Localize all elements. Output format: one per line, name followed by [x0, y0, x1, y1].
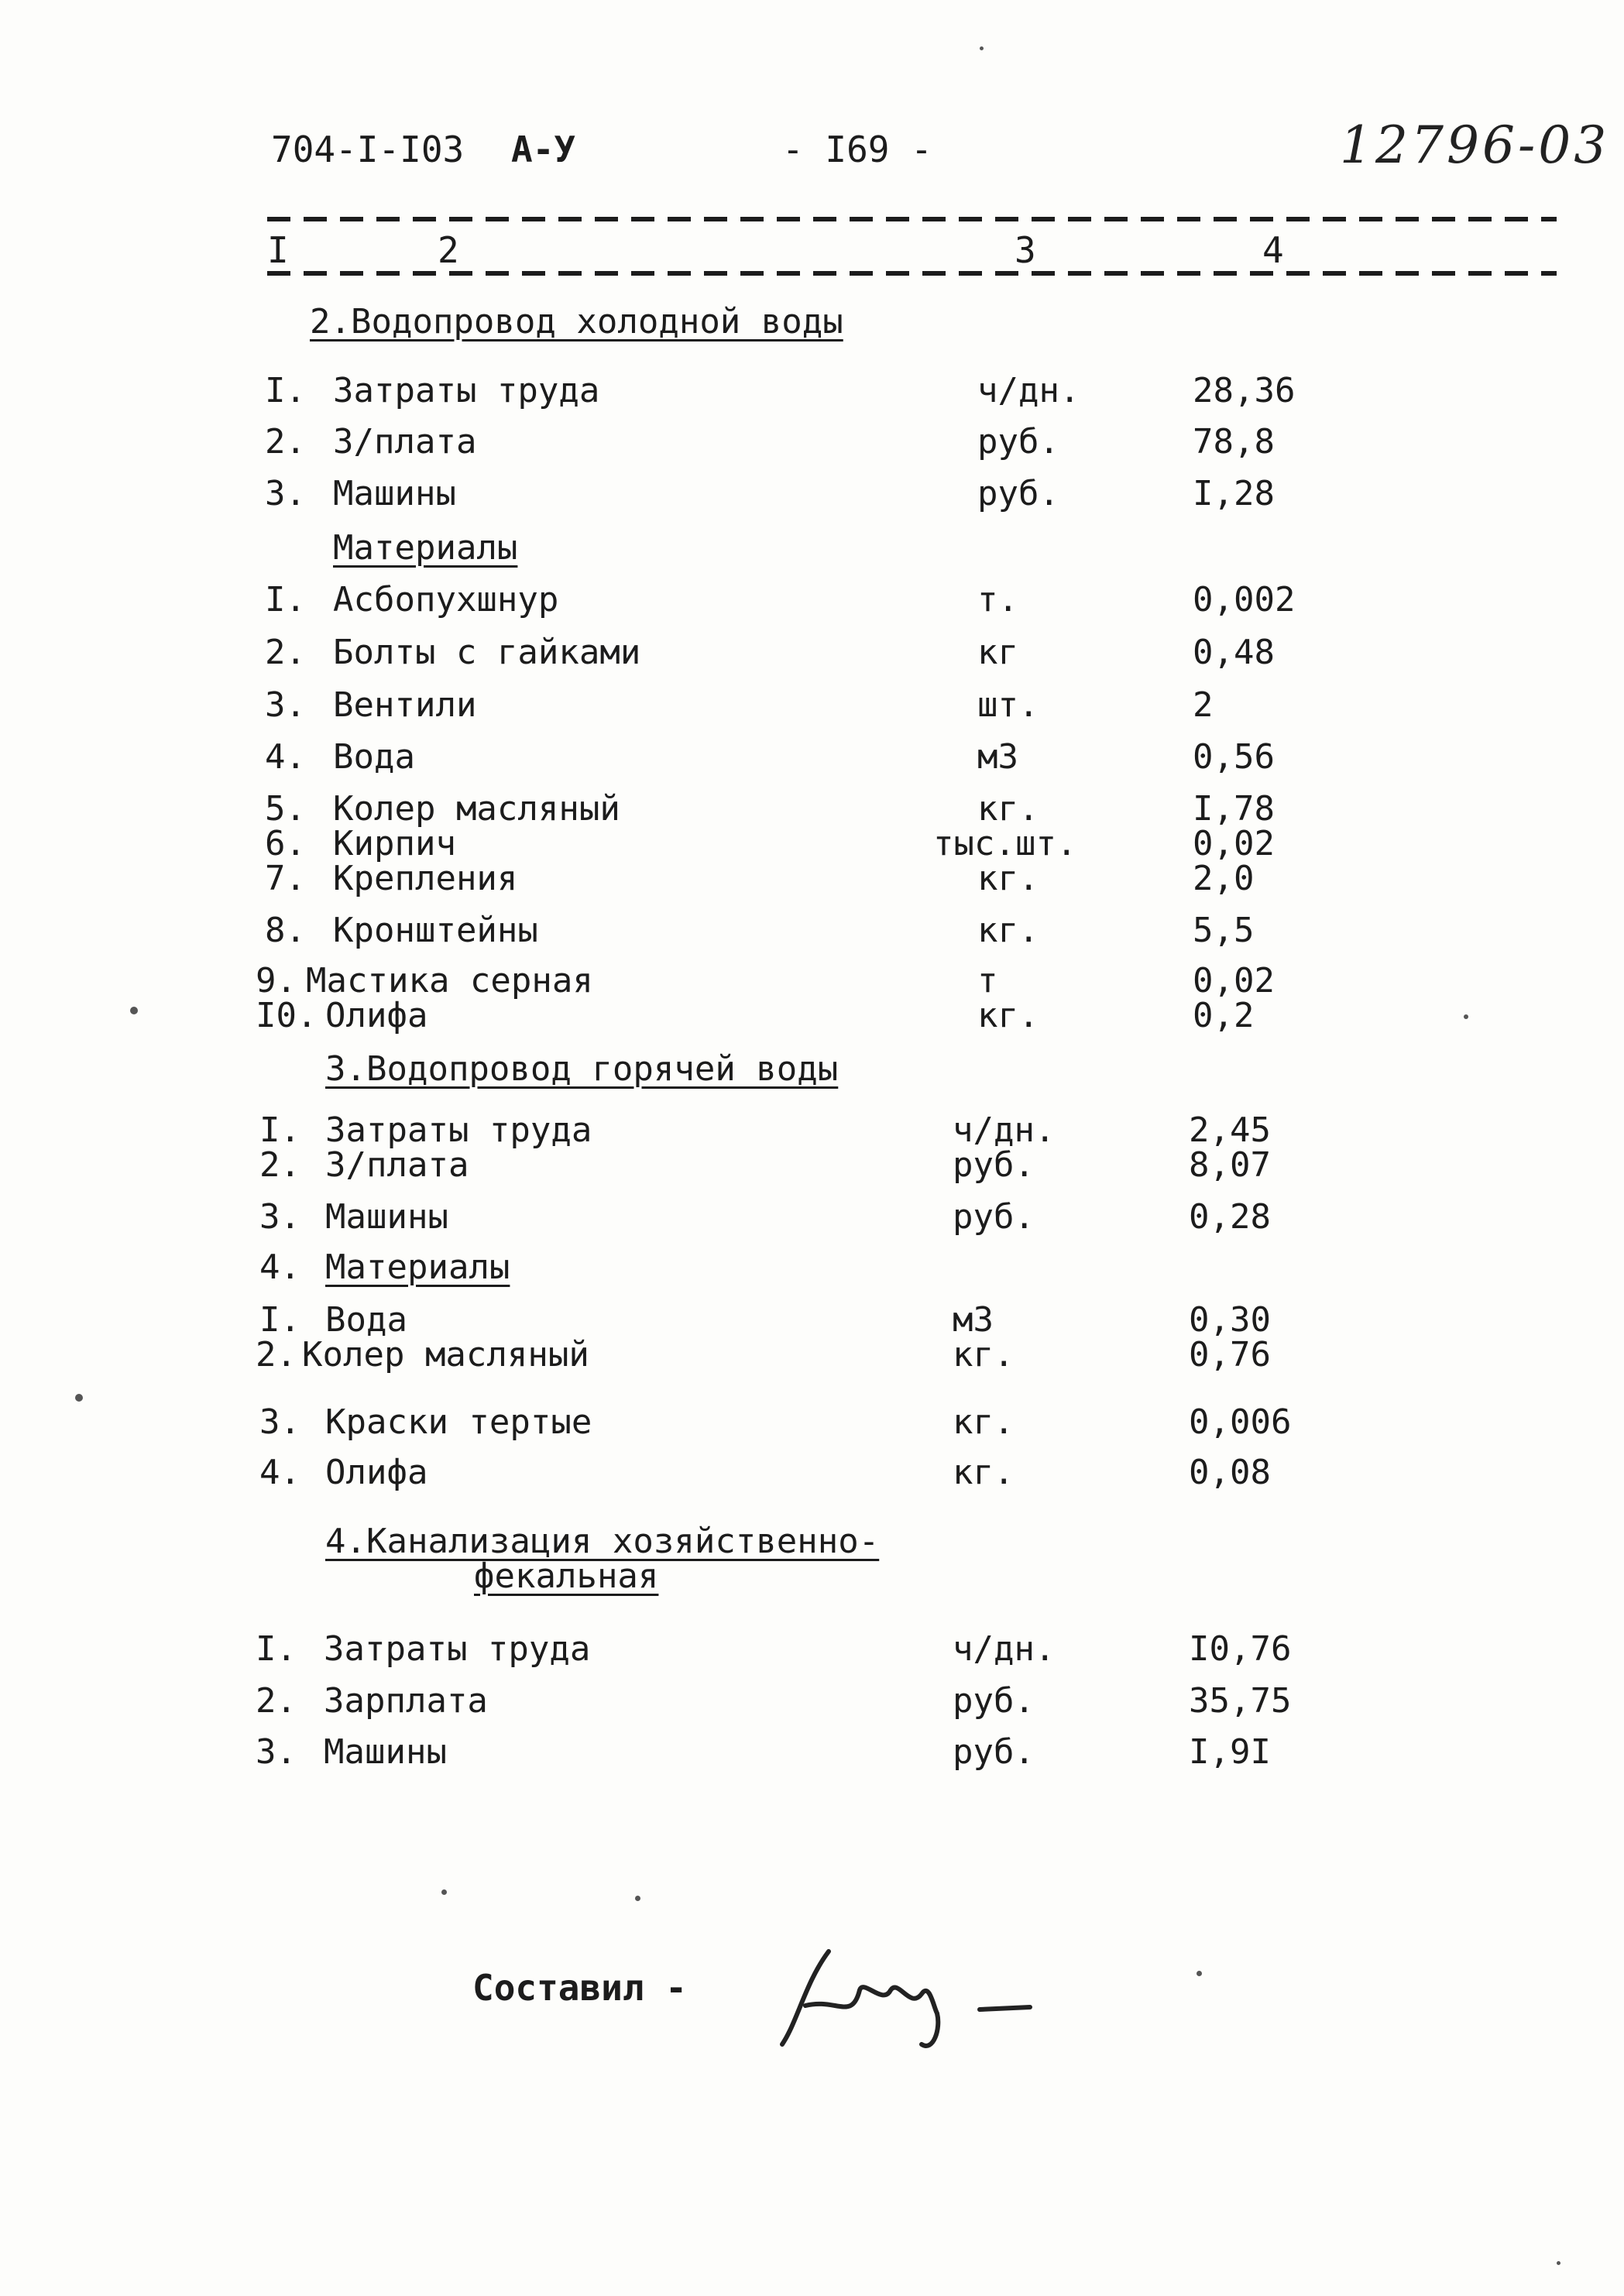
table-row — [0, 860, 1624, 898]
row-unit: шт. — [977, 685, 1039, 725]
row-number: 3. — [259, 1197, 300, 1237]
row-value: 0,002 — [1193, 580, 1296, 619]
row-number: I. — [265, 580, 306, 619]
row-number: I. — [256, 1629, 297, 1669]
scan-speck — [980, 46, 984, 50]
row-value: 0,56 — [1193, 737, 1275, 777]
row-name: Вода — [333, 737, 415, 777]
section-title-cold-water: 2.Водопровод холодной воды — [310, 302, 843, 341]
row-number: 8. — [265, 911, 306, 950]
row-value: 0,48 — [1193, 633, 1275, 672]
table-row — [0, 1682, 1624, 1721]
row-value: 0,02 — [1193, 961, 1275, 1000]
row-value: 2,45 — [1189, 1110, 1271, 1150]
table-row — [0, 1630, 1624, 1669]
table-row — [0, 686, 1624, 725]
table-row — [0, 738, 1624, 777]
row-number: I0. — [256, 996, 318, 1035]
row-name: Олифа — [325, 1453, 428, 1492]
section-title-sewerage-cont: фекальная — [474, 1556, 659, 1596]
table-row — [0, 1733, 1624, 1772]
page-number: - I69 - — [782, 129, 932, 170]
scan-speck — [130, 1007, 138, 1014]
row-unit: кг. — [977, 859, 1039, 898]
table-row — [0, 1301, 1624, 1340]
row-name: Колер масляный — [302, 1335, 589, 1375]
scan-speck — [441, 1889, 447, 1895]
row-unit: руб. — [977, 422, 1059, 462]
row-name: Затраты труда — [325, 1110, 592, 1150]
row-number: I. — [259, 1110, 300, 1150]
row-value: 0,30 — [1189, 1300, 1271, 1340]
table-row — [0, 962, 1624, 1000]
row-number: 2. — [265, 633, 306, 672]
column-number-1: I — [267, 229, 289, 271]
table-row — [0, 997, 1624, 1035]
row-name: З/плата — [333, 422, 477, 462]
row-number: 2. — [256, 1335, 297, 1375]
row-unit: тыс.шт. — [933, 824, 1077, 863]
table-row — [0, 911, 1624, 950]
row-unit: кг. — [977, 911, 1039, 950]
row-unit: кг. — [953, 1335, 1015, 1375]
scan-speck — [75, 1394, 83, 1402]
doc-series: А-У — [511, 129, 576, 170]
row-number: 7. — [265, 859, 306, 898]
row-unit: т — [977, 961, 998, 1000]
table-row — [0, 790, 1624, 829]
row-name: Вентили — [333, 685, 477, 725]
row-name: Машины — [325, 1197, 448, 1237]
row-name: Машины — [333, 474, 456, 513]
row-unit: руб. — [953, 1732, 1035, 1772]
row-value: 0,28 — [1189, 1197, 1271, 1237]
table-row — [0, 1403, 1624, 1442]
scan-speck — [1557, 2261, 1560, 2265]
row-name: Затраты труда — [324, 1629, 591, 1669]
row-unit: руб. — [953, 1681, 1035, 1721]
row-value: 0,76 — [1189, 1335, 1271, 1375]
scan-speck — [635, 1896, 640, 1901]
row-number: 3. — [265, 685, 306, 725]
table-row — [0, 581, 1624, 619]
row-value: 2,0 — [1193, 859, 1255, 898]
row-name: Олифа — [325, 996, 428, 1035]
header-rule-top — [267, 217, 1557, 221]
row-number: 2. — [256, 1681, 297, 1721]
row-value: 0,08 — [1189, 1453, 1271, 1492]
row-name: Вода — [325, 1300, 407, 1340]
row-value: 28,36 — [1193, 371, 1296, 410]
row-value: I,28 — [1193, 474, 1275, 513]
section-title-sewerage: 4.Канализация хозяйственно- — [325, 1522, 880, 1561]
table-row — [0, 372, 1624, 410]
row-number: I. — [259, 1300, 300, 1340]
row-unit: кг. — [977, 996, 1039, 1035]
table-row — [0, 1198, 1624, 1237]
row-number: 3. — [259, 1402, 300, 1442]
row-name: Кронштейны — [333, 911, 538, 950]
materials-title: Материалы — [333, 528, 518, 568]
row-unit: кг. — [977, 789, 1039, 829]
row-name: Затраты труда — [333, 371, 600, 410]
row-number: 3. — [265, 474, 306, 513]
table-row — [0, 825, 1624, 863]
table-row — [0, 475, 1624, 513]
row-unit: руб. — [953, 1145, 1035, 1185]
row-number: 2. — [259, 1145, 300, 1185]
row-value: 35,75 — [1189, 1681, 1292, 1721]
row-value: 2 — [1193, 685, 1214, 725]
table-row — [0, 1336, 1624, 1375]
column-number-4: 4 — [1262, 229, 1284, 271]
handwritten-signature — [774, 1936, 1053, 2060]
row-number: 4. — [259, 1453, 300, 1492]
row-name: Кирпич — [333, 824, 456, 863]
row-name: Болты с гайками — [333, 633, 641, 672]
row-value: I,78 — [1193, 789, 1275, 829]
row-value: I,9I — [1189, 1732, 1271, 1772]
row-unit: руб. — [953, 1197, 1035, 1237]
row-unit: кг. — [953, 1402, 1015, 1442]
materials-title: Материалы — [325, 1248, 510, 1287]
row-unit: ч/дн. — [953, 1110, 1056, 1150]
section-title-hot-water: 3.Водопровод горячей воды — [325, 1049, 839, 1089]
scan-speck — [1464, 1014, 1468, 1019]
archive-number: 12796-03 — [1340, 115, 1610, 175]
row-number: 5. — [265, 789, 306, 829]
row-value: 5,5 — [1193, 911, 1255, 950]
table-row — [0, 1111, 1624, 1150]
column-number-2: 2 — [438, 229, 459, 271]
column-number-3: 3 — [1015, 229, 1036, 271]
row-name: Колер масляный — [333, 789, 620, 829]
row-name: Мастика серная — [306, 961, 593, 1000]
row-number: 3. — [256, 1732, 297, 1772]
row-name: Краски тертые — [325, 1402, 592, 1442]
table-row — [0, 423, 1624, 462]
row-number: 6. — [265, 824, 306, 863]
row-value: 0,02 — [1193, 824, 1275, 863]
header-rule-bottom — [267, 271, 1557, 276]
row-value: 78,8 — [1193, 422, 1275, 462]
row-value: 0,2 — [1193, 996, 1255, 1035]
row-value: I0,76 — [1189, 1629, 1292, 1669]
row-unit: ч/дн. — [977, 371, 1080, 410]
doc-code: 704-I-I03 — [271, 129, 465, 170]
row-value: 8,07 — [1189, 1145, 1271, 1185]
row-value: 0,006 — [1189, 1402, 1292, 1442]
table-row — [0, 1146, 1624, 1185]
row-unit: м3 — [977, 737, 1018, 777]
row-name: З/плата — [325, 1145, 469, 1185]
row-name: Крепления — [333, 859, 518, 898]
row-number: 4. — [265, 737, 306, 777]
table-row — [0, 633, 1624, 672]
row-number: 9. — [256, 961, 297, 1000]
row-number: 4. — [259, 1248, 300, 1287]
table-row — [0, 1453, 1624, 1492]
row-unit: м3 — [953, 1300, 994, 1340]
row-unit: ч/дн. — [953, 1629, 1056, 1669]
row-unit: т. — [977, 580, 1018, 619]
row-number: 2. — [265, 422, 306, 462]
row-name: Асбопухшнур — [333, 580, 559, 619]
row-name: Машины — [324, 1732, 447, 1772]
row-unit: кг — [977, 633, 1018, 672]
row-name: Зарплата — [324, 1681, 488, 1721]
scan-speck — [1197, 1971, 1202, 1976]
row-unit: руб. — [977, 474, 1059, 513]
row-unit: кг. — [953, 1453, 1015, 1492]
materials-heading-row — [0, 1248, 1624, 1287]
row-number: I. — [265, 371, 306, 410]
compiled-by-label: Составил - — [472, 1967, 687, 2009]
